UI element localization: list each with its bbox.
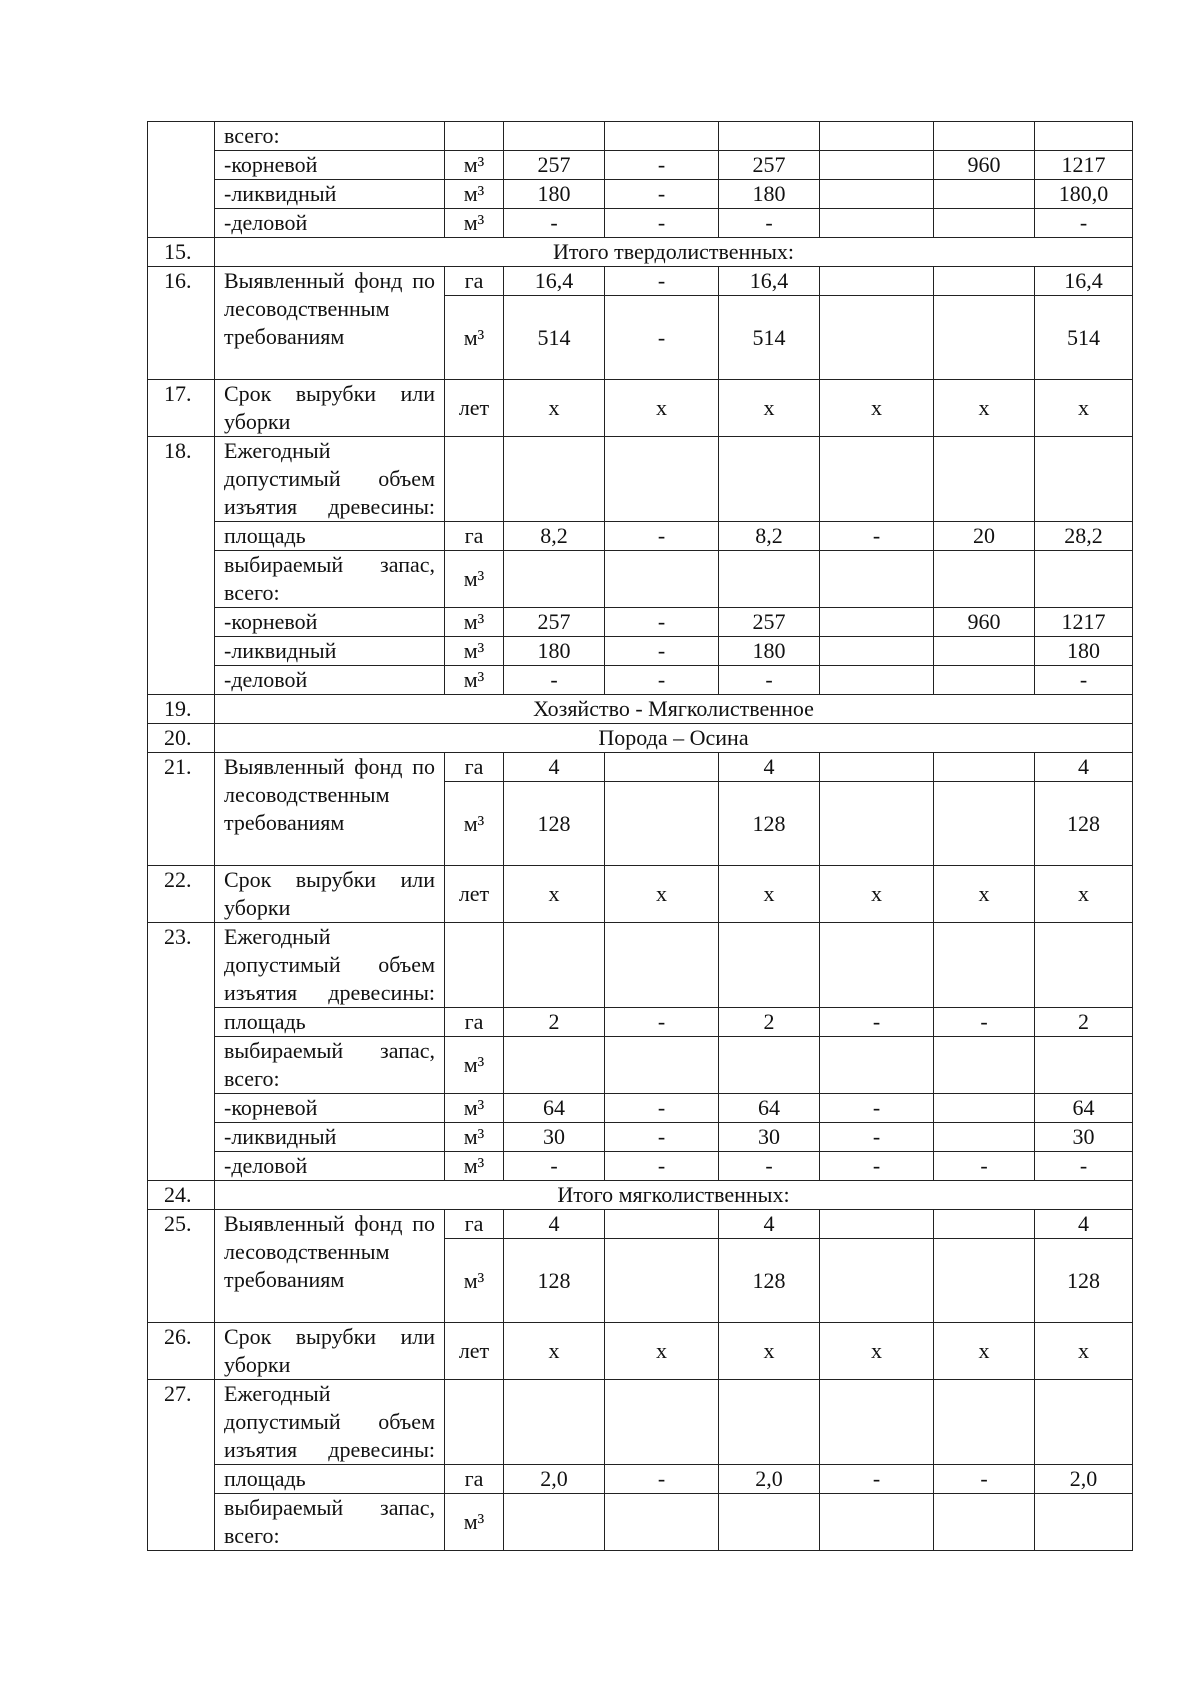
- value-cell: х: [1035, 1323, 1133, 1380]
- row-number: [148, 1494, 215, 1551]
- row-number: [148, 608, 215, 637]
- row-label: -ликвидный: [215, 180, 445, 209]
- value-cell: 128: [719, 1239, 820, 1323]
- unit-cell: лет: [445, 1323, 504, 1380]
- unit-cell: га: [445, 1008, 504, 1037]
- value-cell: [719, 551, 820, 608]
- value-cell: 2: [1035, 1008, 1133, 1037]
- value-cell: [934, 551, 1035, 608]
- table-row: [148, 267, 1133, 296]
- section-heading: Итого твердолиственных:: [215, 238, 1133, 267]
- value-cell: -: [934, 1465, 1035, 1494]
- value-cell: 16,4: [504, 267, 605, 296]
- value-cell: [1035, 923, 1133, 1008]
- unit-cell: м³: [445, 1037, 504, 1094]
- row-label: Срок вырубки или уборки: [215, 380, 445, 437]
- unit-cell: га: [445, 1210, 504, 1239]
- value-cell: 64: [1035, 1094, 1133, 1123]
- row-number: 25.: [148, 1210, 215, 1323]
- unit-cell: м³: [445, 1239, 504, 1323]
- value-cell: 960: [934, 151, 1035, 180]
- value-cell: 257: [504, 608, 605, 637]
- row-number: [148, 1152, 215, 1181]
- value-cell: -: [1035, 209, 1133, 238]
- value-cell: 180: [719, 180, 820, 209]
- table-row: [148, 122, 1133, 151]
- value-cell: [1035, 1494, 1133, 1551]
- row-label: Срок вырубки или уборки: [215, 1323, 445, 1380]
- row-label: Ежегодный допустимый объем изъятия древесины:: [215, 1380, 445, 1465]
- value-cell: х: [504, 866, 605, 923]
- table-row: [148, 666, 1133, 695]
- value-cell: [934, 923, 1035, 1008]
- value-cell: 2,0: [504, 1465, 605, 1494]
- value-cell: х: [934, 1323, 1035, 1380]
- value-cell: [934, 1239, 1035, 1323]
- row-label: -деловой: [215, 1152, 445, 1181]
- value-cell: х: [719, 1323, 820, 1380]
- value-cell: 30: [504, 1123, 605, 1152]
- row-number: [148, 666, 215, 695]
- table-row: [148, 1465, 1133, 1494]
- row-number: [148, 637, 215, 666]
- value-cell: х: [1035, 866, 1133, 923]
- row-label: -деловой: [215, 209, 445, 238]
- value-cell: [934, 122, 1035, 151]
- value-cell: [1035, 1380, 1133, 1465]
- value-cell: [820, 1239, 934, 1323]
- unit-cell: м³: [445, 1123, 504, 1152]
- value-cell: [504, 437, 605, 522]
- value-cell: 4: [719, 753, 820, 782]
- value-cell: 514: [1035, 296, 1133, 380]
- value-cell: -: [504, 1152, 605, 1181]
- value-cell: -: [934, 1152, 1035, 1181]
- section-heading: Порода – Осина: [215, 724, 1133, 753]
- value-cell: 2,0: [719, 1465, 820, 1494]
- table-row: [148, 608, 1133, 637]
- row-label: Ежегодный допустимый объем изъятия древесины:: [215, 437, 445, 522]
- unit-cell: м³: [445, 180, 504, 209]
- row-number: [148, 1465, 215, 1494]
- value-cell: [820, 1037, 934, 1094]
- value-cell: [820, 209, 934, 238]
- row-number: 20.: [148, 724, 215, 753]
- value-cell: 4: [719, 1210, 820, 1239]
- value-cell: 257: [719, 608, 820, 637]
- value-cell: 16,4: [719, 267, 820, 296]
- row-label: -ликвидный: [215, 637, 445, 666]
- row-number: [148, 522, 215, 551]
- value-cell: х: [605, 1323, 719, 1380]
- row-label: Срок вырубки или уборки: [215, 866, 445, 923]
- table-row: [148, 180, 1133, 209]
- value-cell: 128: [504, 1239, 605, 1323]
- value-cell: 8,2: [504, 522, 605, 551]
- row-number: [148, 209, 215, 238]
- row-number: 17.: [148, 380, 215, 437]
- value-cell: х: [1035, 380, 1133, 437]
- unit-cell: [445, 122, 504, 151]
- row-number: [148, 180, 215, 209]
- value-cell: 2: [504, 1008, 605, 1037]
- value-cell: х: [504, 1323, 605, 1380]
- value-cell: -: [504, 209, 605, 238]
- table-row: [148, 1494, 1133, 1551]
- value-cell: -: [605, 1008, 719, 1037]
- value-cell: 257: [719, 151, 820, 180]
- unit-cell: га: [445, 1465, 504, 1494]
- value-cell: [820, 122, 934, 151]
- value-cell: 1217: [1035, 151, 1133, 180]
- row-label: Выявленный фонд по лесоводственным требованиям: [215, 753, 445, 866]
- value-cell: 1217: [1035, 608, 1133, 637]
- value-cell: [934, 782, 1035, 866]
- value-cell: [820, 637, 934, 666]
- value-cell: [820, 753, 934, 782]
- value-cell: 30: [719, 1123, 820, 1152]
- value-cell: [820, 782, 934, 866]
- value-cell: х: [820, 1323, 934, 1380]
- unit-cell: м³: [445, 1494, 504, 1551]
- value-cell: [504, 923, 605, 1008]
- value-cell: 128: [719, 782, 820, 866]
- section-row: [148, 695, 1133, 724]
- value-cell: -: [605, 296, 719, 380]
- value-cell: [605, 753, 719, 782]
- value-cell: 180: [719, 637, 820, 666]
- table-row: [148, 151, 1133, 180]
- value-cell: -: [719, 1152, 820, 1181]
- value-cell: [934, 666, 1035, 695]
- value-cell: 2,0: [1035, 1465, 1133, 1494]
- value-cell: [820, 180, 934, 209]
- value-cell: 4: [1035, 1210, 1133, 1239]
- value-cell: [719, 1380, 820, 1465]
- value-cell: 16,4: [1035, 267, 1133, 296]
- value-cell: 180: [504, 180, 605, 209]
- value-cell: [820, 608, 934, 637]
- value-cell: [934, 267, 1035, 296]
- value-cell: -: [719, 209, 820, 238]
- unit-cell: га: [445, 753, 504, 782]
- table-row: [148, 551, 1133, 608]
- value-cell: -: [820, 1465, 934, 1494]
- row-label: площадь: [215, 522, 445, 551]
- row-number: 16.: [148, 267, 215, 380]
- unit-cell: га: [445, 522, 504, 551]
- value-cell: [820, 296, 934, 380]
- row-number: [148, 551, 215, 608]
- value-cell: [820, 1380, 934, 1465]
- value-cell: х: [934, 380, 1035, 437]
- unit-cell: м³: [445, 209, 504, 238]
- row-label: Выявленный фонд по лесоводственным требованиям: [215, 267, 445, 380]
- value-cell: -: [605, 608, 719, 637]
- value-cell: 960: [934, 608, 1035, 637]
- table-row: [148, 753, 1133, 782]
- value-cell: [934, 753, 1035, 782]
- row-label: -корневой: [215, 608, 445, 637]
- row-label: выбираемый запас, всего:: [215, 1037, 445, 1094]
- row-label: площадь: [215, 1008, 445, 1037]
- row-label: -деловой: [215, 666, 445, 695]
- row-number: [148, 1008, 215, 1037]
- value-cell: -: [605, 1152, 719, 1181]
- row-number: [148, 1037, 215, 1094]
- unit-cell: лет: [445, 866, 504, 923]
- row-number: [148, 1094, 215, 1123]
- section-heading: Итого мягколиственных:: [215, 1181, 1133, 1210]
- value-cell: 64: [719, 1094, 820, 1123]
- table-row: [148, 866, 1133, 923]
- value-cell: [820, 551, 934, 608]
- value-cell: [934, 1380, 1035, 1465]
- value-cell: [605, 1380, 719, 1465]
- value-cell: -: [820, 1094, 934, 1123]
- value-cell: [605, 1210, 719, 1239]
- value-cell: [504, 1380, 605, 1465]
- value-cell: 180,0: [1035, 180, 1133, 209]
- value-cell: 4: [1035, 753, 1133, 782]
- row-label: выбираемый запас, всего:: [215, 551, 445, 608]
- value-cell: [605, 1239, 719, 1323]
- value-cell: [820, 1210, 934, 1239]
- value-cell: [605, 122, 719, 151]
- value-cell: 28,2: [1035, 522, 1133, 551]
- row-number: 15.: [148, 238, 215, 267]
- section-row: [148, 1181, 1133, 1210]
- value-cell: х: [605, 380, 719, 437]
- row-label: -корневой: [215, 151, 445, 180]
- value-cell: -: [605, 209, 719, 238]
- table-row: [148, 1210, 1133, 1239]
- row-number: 23.: [148, 923, 215, 1008]
- value-cell: -: [820, 522, 934, 551]
- value-cell: -: [605, 637, 719, 666]
- value-cell: [934, 1494, 1035, 1551]
- table-row: [148, 437, 1133, 522]
- table-row: [148, 1037, 1133, 1094]
- row-label: площадь: [215, 1465, 445, 1494]
- value-cell: [605, 1037, 719, 1094]
- value-cell: [605, 551, 719, 608]
- table-row: [148, 1094, 1133, 1123]
- unit-cell: м³: [445, 296, 504, 380]
- value-cell: [934, 209, 1035, 238]
- value-cell: х: [719, 866, 820, 923]
- value-cell: [719, 122, 820, 151]
- value-cell: -: [605, 1094, 719, 1123]
- value-cell: 20: [934, 522, 1035, 551]
- value-cell: х: [719, 380, 820, 437]
- value-cell: [820, 151, 934, 180]
- value-cell: 180: [504, 637, 605, 666]
- value-cell: -: [1035, 666, 1133, 695]
- value-cell: х: [820, 866, 934, 923]
- value-cell: 514: [504, 296, 605, 380]
- section-row: [148, 238, 1133, 267]
- value-cell: [1035, 122, 1133, 151]
- value-cell: 30: [1035, 1123, 1133, 1152]
- value-cell: [820, 267, 934, 296]
- unit-cell: [445, 437, 504, 522]
- value-cell: -: [504, 666, 605, 695]
- value-cell: -: [820, 1123, 934, 1152]
- row-number: 26.: [148, 1323, 215, 1380]
- value-cell: 128: [1035, 782, 1133, 866]
- value-cell: [504, 122, 605, 151]
- value-cell: [934, 296, 1035, 380]
- value-cell: -: [719, 666, 820, 695]
- value-cell: [605, 1494, 719, 1551]
- value-cell: [605, 782, 719, 866]
- value-cell: х: [820, 380, 934, 437]
- value-cell: 257: [504, 151, 605, 180]
- unit-cell: м³: [445, 666, 504, 695]
- row-label: -ликвидный: [215, 1123, 445, 1152]
- value-cell: х: [605, 866, 719, 923]
- unit-cell: га: [445, 267, 504, 296]
- row-number: 18.: [148, 437, 215, 522]
- section-row: [148, 724, 1133, 753]
- value-cell: [820, 1494, 934, 1551]
- row-label: Ежегодный допустимый объем изъятия древесины:: [215, 923, 445, 1008]
- table-row: [148, 1152, 1133, 1181]
- value-cell: -: [1035, 1152, 1133, 1181]
- value-cell: 180: [1035, 637, 1133, 666]
- table-row: [148, 1008, 1133, 1037]
- value-cell: -: [605, 1465, 719, 1494]
- value-cell: 128: [504, 782, 605, 866]
- unit-cell: лет: [445, 380, 504, 437]
- row-number: 21.: [148, 753, 215, 866]
- value-cell: 4: [504, 753, 605, 782]
- value-cell: [504, 1037, 605, 1094]
- unit-cell: м³: [445, 551, 504, 608]
- row-number: 22.: [148, 866, 215, 923]
- row-label: выбираемый запас, всего:: [215, 1494, 445, 1551]
- value-cell: [934, 1037, 1035, 1094]
- row-label: -корневой: [215, 1094, 445, 1123]
- unit-cell: м³: [445, 1094, 504, 1123]
- value-cell: [934, 1210, 1035, 1239]
- value-cell: [719, 1494, 820, 1551]
- table-row: [148, 637, 1133, 666]
- table-row: [148, 1380, 1133, 1465]
- value-cell: 64: [504, 1094, 605, 1123]
- value-cell: [934, 180, 1035, 209]
- value-cell: х: [934, 866, 1035, 923]
- unit-cell: м³: [445, 1152, 504, 1181]
- table-row: [148, 1123, 1133, 1152]
- value-cell: [820, 437, 934, 522]
- row-label: всего:: [215, 122, 445, 151]
- value-cell: -: [605, 1123, 719, 1152]
- value-cell: -: [605, 522, 719, 551]
- value-cell: [934, 437, 1035, 522]
- table-row: [148, 1323, 1133, 1380]
- value-cell: [504, 551, 605, 608]
- unit-cell: м³: [445, 782, 504, 866]
- unit-cell: м³: [445, 637, 504, 666]
- value-cell: 8,2: [719, 522, 820, 551]
- row-number: 27.: [148, 1380, 215, 1465]
- value-cell: -: [820, 1008, 934, 1037]
- row-number: [148, 122, 215, 151]
- value-cell: [1035, 1037, 1133, 1094]
- value-cell: [820, 666, 934, 695]
- value-cell: -: [605, 151, 719, 180]
- table-row: [148, 522, 1133, 551]
- value-cell: [1035, 551, 1133, 608]
- unit-cell: [445, 1380, 504, 1465]
- unit-cell: м³: [445, 151, 504, 180]
- value-cell: [719, 923, 820, 1008]
- value-cell: 4: [504, 1210, 605, 1239]
- table-row: [148, 209, 1133, 238]
- value-cell: -: [820, 1152, 934, 1181]
- table-row: [148, 380, 1133, 437]
- unit-cell: [445, 923, 504, 1008]
- row-label: Выявленный фонд по лесоводственным требованиям: [215, 1210, 445, 1323]
- value-cell: 514: [719, 296, 820, 380]
- value-cell: [504, 1494, 605, 1551]
- row-number: 19.: [148, 695, 215, 724]
- value-cell: [934, 637, 1035, 666]
- row-number: [148, 151, 215, 180]
- value-cell: -: [605, 267, 719, 296]
- unit-cell: м³: [445, 608, 504, 637]
- value-cell: 2: [719, 1008, 820, 1037]
- value-cell: -: [934, 1008, 1035, 1037]
- value-cell: х: [504, 380, 605, 437]
- value-cell: -: [605, 180, 719, 209]
- value-cell: [820, 923, 934, 1008]
- value-cell: [719, 437, 820, 522]
- row-number: 24.: [148, 1181, 215, 1210]
- value-cell: [719, 1037, 820, 1094]
- value-cell: [1035, 437, 1133, 522]
- value-cell: [605, 923, 719, 1008]
- value-cell: -: [605, 666, 719, 695]
- value-cell: 128: [1035, 1239, 1133, 1323]
- value-cell: [934, 1094, 1035, 1123]
- data-table: [147, 121, 1133, 1551]
- value-cell: [934, 1123, 1035, 1152]
- table-row: [148, 923, 1133, 1008]
- row-number: [148, 1123, 215, 1152]
- section-heading: Хозяйство - Мягколиственное: [215, 695, 1133, 724]
- value-cell: [605, 437, 719, 522]
